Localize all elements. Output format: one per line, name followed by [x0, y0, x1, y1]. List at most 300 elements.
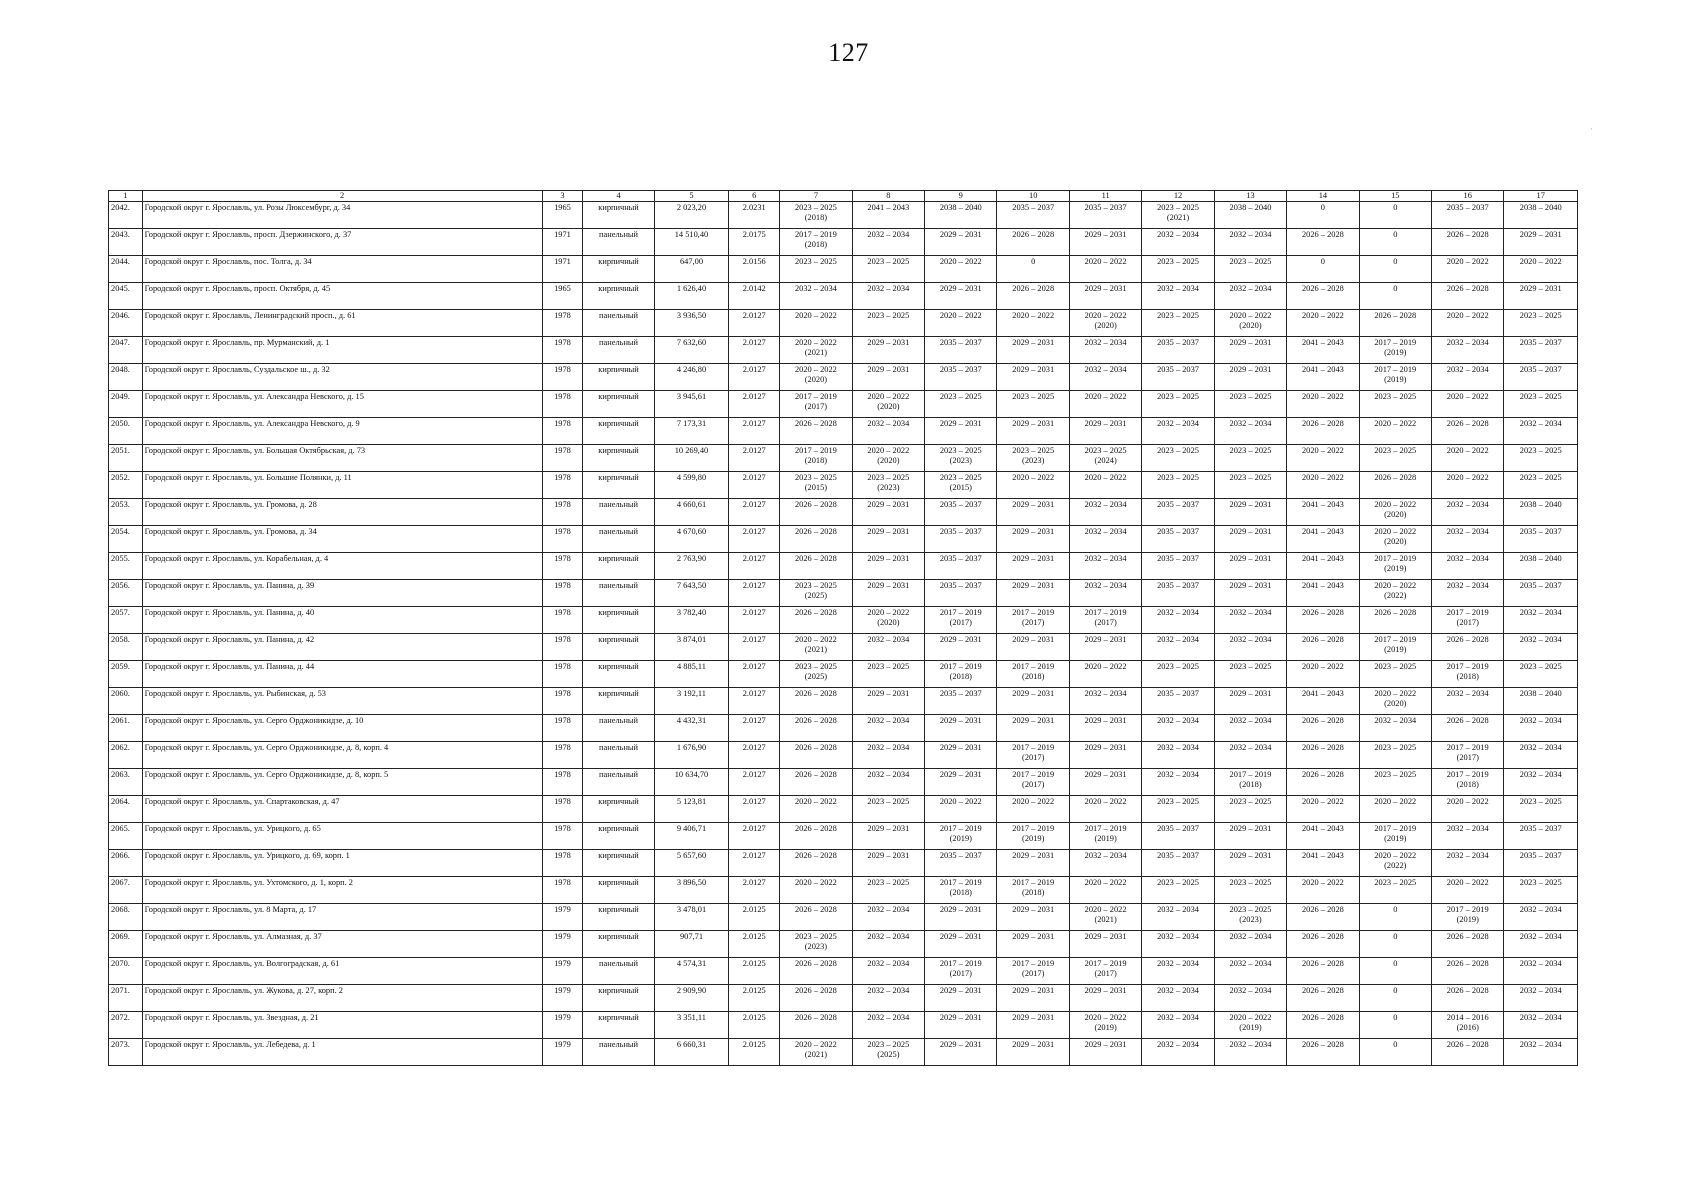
column-number-header: 14 — [1287, 191, 1359, 202]
table-cell: 2.0127 — [729, 364, 780, 391]
table-cell: 2032 – 2034 — [1504, 931, 1578, 958]
table-row — [109, 391, 1578, 418]
table-cell: 2020 – 2022 — [1432, 391, 1504, 418]
address-cell: Городской округ г. Ярославль, ул. Рыбинская, д. 53 — [142, 688, 542, 715]
table-cell: 2020 – 2022 (2022) — [1359, 850, 1431, 877]
table-cell: 1978 — [542, 607, 583, 634]
table-cell: 2020 – 2022 (2020) — [852, 391, 924, 418]
table-cell: 2032 – 2034 — [1432, 688, 1504, 715]
table-row — [109, 931, 1578, 958]
table-cell: кирпичный — [583, 364, 654, 391]
table-cell: 1978 — [542, 526, 583, 553]
table-cell: 2032 – 2034 — [1359, 715, 1431, 742]
row-number-cell: 2064. — [109, 796, 143, 823]
table-cell: 2032 – 2034 — [852, 634, 924, 661]
table-cell: 2032 – 2034 — [1214, 283, 1286, 310]
table-cell: 2029 – 2031 — [925, 634, 997, 661]
table-cell: 1971 — [542, 229, 583, 256]
table-cell: 2026 – 2028 — [780, 958, 852, 985]
table-cell: 10 634,70 — [654, 769, 728, 796]
table-cell: 2023 – 2025 — [780, 256, 852, 283]
table-cell: 2023 – 2025 (2023) — [997, 445, 1069, 472]
table-cell: 2020 – 2022 (2021) — [1069, 904, 1141, 931]
table-cell: 2023 – 2025 — [1142, 310, 1214, 337]
table-cell: 2035 – 2037 — [1142, 499, 1214, 526]
table-cell: 2020 – 2022 — [1359, 796, 1431, 823]
table-cell: 3 936,50 — [654, 310, 728, 337]
table-cell: 2023 – 2025 — [1504, 661, 1578, 688]
table-cell: 2032 – 2034 — [852, 769, 924, 796]
table-cell: 2035 – 2037 — [925, 580, 997, 607]
table-row — [109, 607, 1578, 634]
table-cell: 2.0127 — [729, 742, 780, 769]
table-cell: 1978 — [542, 499, 583, 526]
table-cell: кирпичный — [583, 796, 654, 823]
table-cell: 2017 – 2019 (2018) — [780, 445, 852, 472]
table-cell: 2038 – 2040 — [1504, 688, 1578, 715]
row-number-cell: 2049. — [109, 391, 143, 418]
table-cell: 2023 – 2025 (2023) — [925, 445, 997, 472]
table-cell: 2032 – 2034 — [852, 715, 924, 742]
column-number-header: 12 — [1142, 191, 1214, 202]
row-number-cell: 2051. — [109, 445, 143, 472]
table-cell: 2041 – 2043 — [1287, 688, 1359, 715]
table-cell: 2023 – 2025 (2015) — [925, 472, 997, 499]
table-cell: кирпичный — [583, 850, 654, 877]
table-cell: 2029 – 2031 — [1214, 364, 1286, 391]
table-cell: 4 432,31 — [654, 715, 728, 742]
table-cell: 4 599,80 — [654, 472, 728, 499]
table-cell: 2029 – 2031 — [1069, 715, 1141, 742]
table-cell: 2032 – 2034 — [1142, 1039, 1214, 1066]
table-cell: панельный — [583, 1039, 654, 1066]
table-row — [109, 553, 1578, 580]
table-cell: 2.0127 — [729, 337, 780, 364]
table-row — [109, 445, 1578, 472]
table-cell: 2023 – 2025 — [1359, 742, 1431, 769]
table-cell: 2041 – 2043 — [1287, 580, 1359, 607]
table-cell: 0 — [1359, 256, 1431, 283]
table-cell: 2032 – 2034 — [852, 931, 924, 958]
table-cell: 2023 – 2025 (2024) — [1069, 445, 1141, 472]
table-row — [109, 472, 1578, 499]
table-cell: 2032 – 2034 — [1214, 715, 1286, 742]
address-cell: Городской округ г. Ярославль, ул. Громова, д. 34 — [142, 526, 542, 553]
table-cell: 2.0127 — [729, 769, 780, 796]
table-cell: 1971 — [542, 256, 583, 283]
table-cell: 2029 – 2031 — [852, 526, 924, 553]
table-cell: 2029 – 2031 — [925, 1012, 997, 1039]
table-cell: кирпичный — [583, 256, 654, 283]
table-cell: 2026 – 2028 — [997, 229, 1069, 256]
table-cell: 0 — [1359, 283, 1431, 310]
table-cell: панельный — [583, 958, 654, 985]
table-cell: 2020 – 2022 — [1069, 796, 1141, 823]
table-cell: 2029 – 2031 — [925, 418, 997, 445]
table-cell: 0 — [1359, 1039, 1431, 1066]
table-cell: 2035 – 2037 — [997, 202, 1069, 229]
table-row — [109, 1039, 1578, 1066]
table-cell: 2.0156 — [729, 256, 780, 283]
table-cell: 2026 – 2028 — [1287, 229, 1359, 256]
table-cell: 2026 – 2028 — [780, 985, 852, 1012]
table-cell: 2017 – 2019 (2017) — [925, 607, 997, 634]
table-cell: 2020 – 2022 — [1287, 661, 1359, 688]
table-cell: 2029 – 2031 — [1069, 1039, 1141, 1066]
table-cell: 2026 – 2028 — [780, 850, 852, 877]
table-cell: 2041 – 2043 — [1287, 823, 1359, 850]
table-cell: 2032 – 2034 — [1214, 985, 1286, 1012]
table-cell: 2029 – 2031 — [1069, 229, 1141, 256]
table-cell: панельный — [583, 580, 654, 607]
table-cell: 2023 – 2025 (2025) — [780, 580, 852, 607]
table-cell: 0 — [1359, 1012, 1431, 1039]
table-cell: 1978 — [542, 418, 583, 445]
table-cell: 2.0125 — [729, 1012, 780, 1039]
table-cell: 2.0127 — [729, 715, 780, 742]
table-cell: 2026 – 2028 — [1287, 634, 1359, 661]
table-cell: 2032 – 2034 — [1504, 715, 1578, 742]
address-cell: Городской округ г. Ярославль, пр. Мурманский, д. 1 — [142, 337, 542, 364]
table-cell: 0 — [1359, 202, 1431, 229]
table-cell: панельный — [583, 769, 654, 796]
table-cell: 2029 – 2031 — [997, 1039, 1069, 1066]
table-cell: 0 — [1287, 202, 1359, 229]
table-cell: 2017 – 2019 (2018) — [780, 229, 852, 256]
table-cell: 2026 – 2028 — [1432, 229, 1504, 256]
table-cell: 3 782,40 — [654, 607, 728, 634]
table-row — [109, 634, 1578, 661]
table-cell: 2035 – 2037 — [1142, 688, 1214, 715]
table-cell: 2032 – 2034 — [1069, 553, 1141, 580]
table-cell: 2032 – 2034 — [1504, 958, 1578, 985]
address-cell: Городской округ г. Ярославль, ул. Панина, д. 42 — [142, 634, 542, 661]
table-cell: 0 — [1359, 904, 1431, 931]
table-cell: 2020 – 2022 — [1069, 877, 1141, 904]
table-cell: 2035 – 2037 — [925, 499, 997, 526]
table-cell: 2017 – 2019 (2018) — [925, 661, 997, 688]
table-cell: 2023 – 2025 — [1214, 877, 1286, 904]
table-cell: 0 — [1359, 229, 1431, 256]
table-cell: 2026 – 2028 — [1287, 931, 1359, 958]
table-cell: 2.0142 — [729, 283, 780, 310]
table-cell: 0 — [1359, 931, 1431, 958]
table-cell: 2029 – 2031 — [997, 850, 1069, 877]
table-cell: 2026 – 2028 — [1287, 1039, 1359, 1066]
table-cell: 2.0127 — [729, 391, 780, 418]
table-cell: 2029 – 2031 — [1069, 931, 1141, 958]
table-cell: 2032 – 2034 — [1432, 580, 1504, 607]
table-cell: 2017 – 2019 (2017) — [925, 958, 997, 985]
address-cell: Городской округ г. Ярославль, Суздальское ш., д. 32 — [142, 364, 542, 391]
table-cell: 2023 – 2025 — [1214, 256, 1286, 283]
table-cell: 2026 – 2028 — [780, 823, 852, 850]
table-cell: 2023 – 2025 — [852, 310, 924, 337]
table-cell: 2035 – 2037 — [1432, 202, 1504, 229]
table-cell: кирпичный — [583, 445, 654, 472]
table-cell: 2020 – 2022 — [1432, 445, 1504, 472]
table-cell: 2041 – 2043 — [1287, 364, 1359, 391]
table-cell: 2026 – 2028 — [1287, 958, 1359, 985]
table-cell: 2029 – 2031 — [997, 499, 1069, 526]
table-cell: 2029 – 2031 — [1214, 553, 1286, 580]
table-cell: 2029 – 2031 — [1214, 526, 1286, 553]
table-cell: 2.0127 — [729, 472, 780, 499]
table-cell: 2017 – 2019 (2018) — [925, 877, 997, 904]
table-cell: 2020 – 2022 — [780, 796, 852, 823]
table-cell: 2020 – 2022 — [997, 310, 1069, 337]
table-cell: 2023 – 2025 (2023) — [852, 472, 924, 499]
table-cell: 2023 – 2025 — [1214, 391, 1286, 418]
table-cell: 1979 — [542, 1039, 583, 1066]
table-cell: 907,71 — [654, 931, 728, 958]
table-cell: 2023 – 2025 — [852, 661, 924, 688]
address-cell: Городской округ г. Ярославль, ул. Серго Орджоникидзе, д. 8, корп. 5 — [142, 769, 542, 796]
table-row — [109, 418, 1578, 445]
table-cell: 2035 – 2037 — [1142, 337, 1214, 364]
address-cell: Городской округ г. Ярославль, ул. Жукова, д. 27, корп. 2 — [142, 985, 542, 1012]
table-cell: 2020 – 2022 (2020) — [780, 364, 852, 391]
row-number-cell: 2055. — [109, 553, 143, 580]
table-cell: 2029 – 2031 — [997, 634, 1069, 661]
table-cell: 2029 – 2031 — [925, 283, 997, 310]
table-cell: 2.0127 — [729, 580, 780, 607]
table-row — [109, 877, 1578, 904]
table-cell: 1978 — [542, 310, 583, 337]
table-cell: 5 657,60 — [654, 850, 728, 877]
row-number-cell: 2047. — [109, 337, 143, 364]
table-cell: 2026 – 2028 — [780, 526, 852, 553]
table-cell: кирпичный — [583, 418, 654, 445]
table-cell: 2032 – 2034 — [1142, 634, 1214, 661]
table-cell: 2029 – 2031 — [852, 580, 924, 607]
table-cell: 2.0127 — [729, 553, 780, 580]
table-cell: 2032 – 2034 — [1432, 499, 1504, 526]
table-cell: 2026 – 2028 — [1287, 985, 1359, 1012]
table-cell: 2.0127 — [729, 499, 780, 526]
table-cell: 2 023,20 — [654, 202, 728, 229]
table-cell: 2026 – 2028 — [1287, 418, 1359, 445]
table-cell: 2038 – 2040 — [1504, 202, 1578, 229]
table-cell: 2029 – 2031 — [1069, 418, 1141, 445]
table-cell: 5 123,81 — [654, 796, 728, 823]
table-cell: 2023 – 2025 — [1359, 769, 1431, 796]
table-cell: 2041 – 2043 — [1287, 499, 1359, 526]
table-cell: 2038 – 2040 — [1504, 499, 1578, 526]
table-cell: 2029 – 2031 — [997, 418, 1069, 445]
table-cell: 2029 – 2031 — [1069, 742, 1141, 769]
table-cell: 1978 — [542, 661, 583, 688]
table-cell: 2032 – 2034 — [1069, 850, 1141, 877]
table-cell: кирпичный — [583, 661, 654, 688]
table-cell: 0 — [1359, 958, 1431, 985]
table-cell: 2020 – 2022 (2020) — [1359, 526, 1431, 553]
table-cell: 2017 – 2019 (2019) — [997, 823, 1069, 850]
table-cell: 2017 – 2019 (2019) — [1359, 634, 1431, 661]
table-cell: 4 246,80 — [654, 364, 728, 391]
column-number-header: 11 — [1069, 191, 1141, 202]
table-cell: 2017 – 2019 (2019) — [1069, 823, 1141, 850]
table-cell: 2032 – 2034 — [852, 742, 924, 769]
table-cell: 2029 – 2031 — [1214, 499, 1286, 526]
table-cell: 2023 – 2025 (2023) — [780, 931, 852, 958]
table-cell: кирпичный — [583, 877, 654, 904]
table-cell: 2.0127 — [729, 526, 780, 553]
table-cell: 2017 – 2019 (2019) — [1432, 904, 1504, 931]
table-cell: 2020 – 2022 (2020) — [852, 445, 924, 472]
table-cell: 2029 – 2031 — [1069, 769, 1141, 796]
housing-repair-table-wrapper — [108, 190, 1578, 1066]
table-cell: 2020 – 2022 (2020) — [1069, 310, 1141, 337]
table-cell: кирпичный — [583, 472, 654, 499]
table-cell: 2026 – 2028 — [1287, 283, 1359, 310]
table-cell: 9 406,71 — [654, 823, 728, 850]
table-cell: 2035 – 2037 — [1142, 580, 1214, 607]
table-cell: 2035 – 2037 — [1142, 364, 1214, 391]
table-cell: 2035 – 2037 — [1504, 337, 1578, 364]
table-row — [109, 985, 1578, 1012]
table-cell: 2023 – 2025 (2018) — [780, 202, 852, 229]
table-cell: 2029 – 2031 — [997, 985, 1069, 1012]
table-row — [109, 256, 1578, 283]
address-cell: Городской округ г. Ярославль, просп. Дзержинского, д. 37 — [142, 229, 542, 256]
table-cell: кирпичный — [583, 931, 654, 958]
table-cell: 2023 – 2025 — [1504, 310, 1578, 337]
table-cell: 2020 – 2022 (2020) — [852, 607, 924, 634]
table-cell: 2032 – 2034 — [852, 958, 924, 985]
table-row — [109, 661, 1578, 688]
row-number-cell: 2050. — [109, 418, 143, 445]
address-cell: Городской округ г. Ярославль, пос. Толга, д. 34 — [142, 256, 542, 283]
table-row — [109, 769, 1578, 796]
table-cell: 1978 — [542, 742, 583, 769]
table-cell: 2029 – 2031 — [1504, 283, 1578, 310]
table-cell: 2023 – 2025 — [1359, 391, 1431, 418]
table-cell: 2029 – 2031 — [925, 931, 997, 958]
table-cell: 2041 – 2043 — [1287, 337, 1359, 364]
table-cell: 2023 – 2025 — [852, 877, 924, 904]
table-cell: 7 173,31 — [654, 418, 728, 445]
table-row — [109, 823, 1578, 850]
table-cell: 3 351,11 — [654, 1012, 728, 1039]
row-number-cell: 2044. — [109, 256, 143, 283]
table-cell: 2026 – 2028 — [780, 553, 852, 580]
table-cell: 2029 – 2031 — [925, 769, 997, 796]
table-cell: 2.0127 — [729, 661, 780, 688]
table-cell: 2026 – 2028 — [1432, 715, 1504, 742]
table-cell: 2020 – 2022 — [1069, 661, 1141, 688]
table-cell: 2035 – 2037 — [1504, 526, 1578, 553]
address-cell: Городской округ г. Ярославль, ул. Лебедева, д. 1 — [142, 1039, 542, 1066]
table-cell: 2032 – 2034 — [1142, 1012, 1214, 1039]
table-row — [109, 580, 1578, 607]
table-cell: 1978 — [542, 364, 583, 391]
table-cell: 2026 – 2028 — [780, 715, 852, 742]
table-cell: 2032 – 2034 — [1142, 985, 1214, 1012]
table-cell: 2017 – 2019 (2017) — [997, 742, 1069, 769]
address-cell: Городской округ г. Ярославль, ул. Урицкого, д. 69, корп. 1 — [142, 850, 542, 877]
column-number-header: 7 — [780, 191, 852, 202]
table-cell: 2020 – 2022 — [925, 256, 997, 283]
table-row — [109, 337, 1578, 364]
table-cell: 2026 – 2028 — [780, 904, 852, 931]
table-cell: 2020 – 2022 — [1069, 256, 1141, 283]
table-cell: 2029 – 2031 — [997, 715, 1069, 742]
table-cell: 2032 – 2034 — [852, 985, 924, 1012]
table-cell: 2029 – 2031 — [1214, 688, 1286, 715]
table-cell: 2023 – 2025 — [1142, 445, 1214, 472]
table-cell: 2032 – 2034 — [1504, 985, 1578, 1012]
table-cell: 1978 — [542, 337, 583, 364]
table-row — [109, 742, 1578, 769]
table-cell: 2026 – 2028 — [1287, 1012, 1359, 1039]
table-cell: 2041 – 2043 — [852, 202, 924, 229]
table-cell: 2020 – 2022 — [925, 310, 997, 337]
table-cell: кирпичный — [583, 553, 654, 580]
table-cell: 2020 – 2022 — [1287, 391, 1359, 418]
table-cell: 2023 – 2025 — [1214, 445, 1286, 472]
table-body — [109, 191, 1578, 1066]
table-cell: 4 885,11 — [654, 661, 728, 688]
row-number-cell: 2065. — [109, 823, 143, 850]
table-cell: 2023 – 2025 — [1504, 877, 1578, 904]
address-cell: Городской округ г. Ярославль, ул. Большая Октябрьская, д. 73 — [142, 445, 542, 472]
table-cell: 1978 — [542, 445, 583, 472]
table-cell: панельный — [583, 742, 654, 769]
table-cell: 2029 – 2031 — [852, 823, 924, 850]
table-cell: 2020 – 2022 (2020) — [1359, 688, 1431, 715]
table-cell: 1965 — [542, 283, 583, 310]
table-cell: 2017 – 2019 (2019) — [1359, 337, 1431, 364]
table-cell: 1978 — [542, 580, 583, 607]
table-cell: 2029 – 2031 — [997, 337, 1069, 364]
table-cell: 2020 – 2022 — [1069, 472, 1141, 499]
column-number-header: 17 — [1504, 191, 1578, 202]
table-cell: 2020 – 2022 (2021) — [780, 337, 852, 364]
table-cell: 2020 – 2022 — [1287, 472, 1359, 499]
address-cell: Городской округ г. Ярославль, ул. Большие Полянки, д. 11 — [142, 472, 542, 499]
table-cell: 2026 – 2028 — [780, 742, 852, 769]
column-number-header: 16 — [1432, 191, 1504, 202]
row-number-cell: 2063. — [109, 769, 143, 796]
table-cell: 10 269,40 — [654, 445, 728, 472]
table-cell: 2.0127 — [729, 877, 780, 904]
table-cell: 2035 – 2037 — [1142, 850, 1214, 877]
table-cell: 2032 – 2034 — [1504, 418, 1578, 445]
table-cell: 2032 – 2034 — [1214, 742, 1286, 769]
row-number-cell: 2048. — [109, 364, 143, 391]
table-cell: 2020 – 2022 (2021) — [780, 1039, 852, 1066]
table-cell: 2023 – 2025 — [852, 256, 924, 283]
table-cell: 2038 – 2040 — [1214, 202, 1286, 229]
table-cell: 2032 – 2034 — [1432, 553, 1504, 580]
table-cell: 2020 – 2022 — [1432, 310, 1504, 337]
table-cell: 2026 – 2028 — [780, 769, 852, 796]
table-cell: 2032 – 2034 — [1142, 283, 1214, 310]
table-cell: кирпичный — [583, 823, 654, 850]
table-cell: 2026 – 2028 — [1359, 607, 1431, 634]
column-number-header: 10 — [997, 191, 1069, 202]
row-number-cell: 2043. — [109, 229, 143, 256]
table-cell: кирпичный — [583, 688, 654, 715]
address-cell: Городской округ г. Ярославль, ул. Звездная, д. 21 — [142, 1012, 542, 1039]
table-cell: 2023 – 2025 — [1214, 472, 1286, 499]
table-cell: 2026 – 2028 — [1287, 769, 1359, 796]
table-cell: 2.0127 — [729, 688, 780, 715]
address-cell: Городской округ г. Ярославль, ул. Панина, д. 40 — [142, 607, 542, 634]
table-cell: 2032 – 2034 — [1142, 742, 1214, 769]
address-cell: Городской округ г. Ярославль, ул. Спартаковская, д. 47 — [142, 796, 542, 823]
